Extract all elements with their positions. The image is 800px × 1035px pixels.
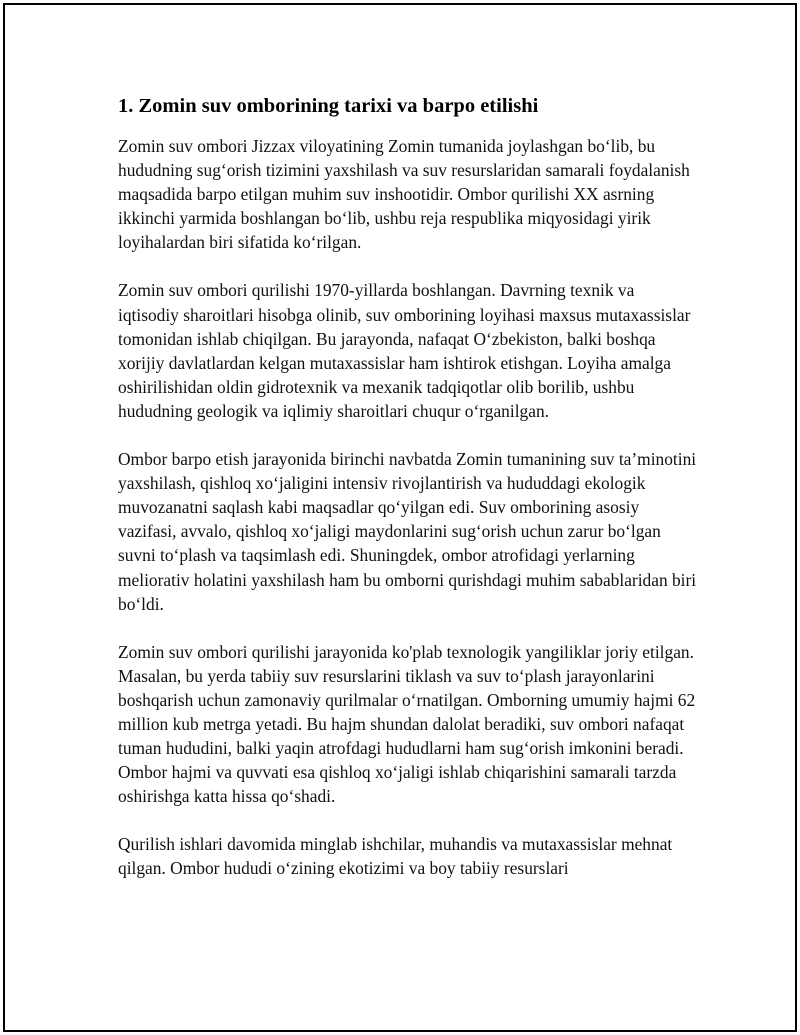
document-body bbox=[118, 94, 698, 905]
paragraph-4: Zomin suv ombori qurilishi jarayonida ko'plab texnologik yangiliklar joriy etilgan. Masalan, bu yerda tabiiy suv resurslarini tiklash va suv to‘plash jarayonlarini boshqarish uchun zamonaviy qurilmalar o‘rnatilgan. Omborning umumiy hajmi 62 million kub metrga yetadi. Bu hajm shundan dalolat beradiki, suv ombori nafaqat tuman hududini, balki yaqin atrofdagi hududlarni ham sug‘orish imkonini beradi. Ombor hajmi va quvvati esa qishloq xo‘jaligi ishlab chiqarishini samarali tarzda oshirishga katta hissa qo‘shadi. bbox=[118, 641, 696, 807]
paragraph-2: Zomin suv ombori qurilishi 1970-yillarda boshlangan. Davrning texnik va iqtisodiy sharoitlari hisobga olinib, suv omborining loyihasi maxsus mutaxassislar tomonidan ishlab chiqilgan. Bu jarayonda, nafaqat O‘zbekiston, balki boshqa xorijiy davlatlardan kelgan mutaxassislar ham ishtirok etishgan. Loyiha amalga oshirilishidan oldin gidrotexnik va mexanik tadqiqotlar olib borilib, ushbu hududning geologik va iqlimiy sharoitlari chuqur o‘rganilgan. bbox=[118, 280, 691, 421]
section-heading: 1. Zomin suv omborining tarixi va barpo etilishi bbox=[118, 95, 539, 117]
paragraph-5: Qurilish ishlari davomida minglab ishchilar, muhandis va mutaxassislar mehnat qilgan. Ombor hududi o‘zining ekotizimi va boy tabiiy resurslari bbox=[118, 834, 673, 879]
paragraph-1: Zomin suv ombori Jizzax viloyatining Zomin tumanida joylashgan bo‘lib, bu hududning sug‘orish tizimini yaxshilash va suv resurslaridan samarali foydalanish maqsadida barpo etilgan muhim suv inshootidir. Ombor qurilishi XX asrning ikkinchi yarmida boshlangan bo‘lib, ushbu reja respublika miqyosidagi yirik loyihalardan biri sifatida ko‘rilgan. bbox=[118, 136, 690, 253]
paragraph-3: Ombor barpo etish jarayonida birinchi navbatda Zomin tumanining suv ta’minotini yaxshilash, qishloq xo‘jaligini intensiv rivojlantirish va hududdagi ekologik muvozanatni saqlash kabi maqsadlar qo‘yilgan edi. Suv omborining asosiy vazifasi, avvalo, qishloq xo‘jaligi maydonlarini sug‘orish uchun zarur bo‘lgan suvni to‘plash va taqsimlash edi. Shuningdek, ombor atrofidagi yerlarning meliorativ holatini yaxshilash ham bu omborni qurishdagi muhim sabablaridan biri bo‘ldi. bbox=[118, 449, 697, 614]
